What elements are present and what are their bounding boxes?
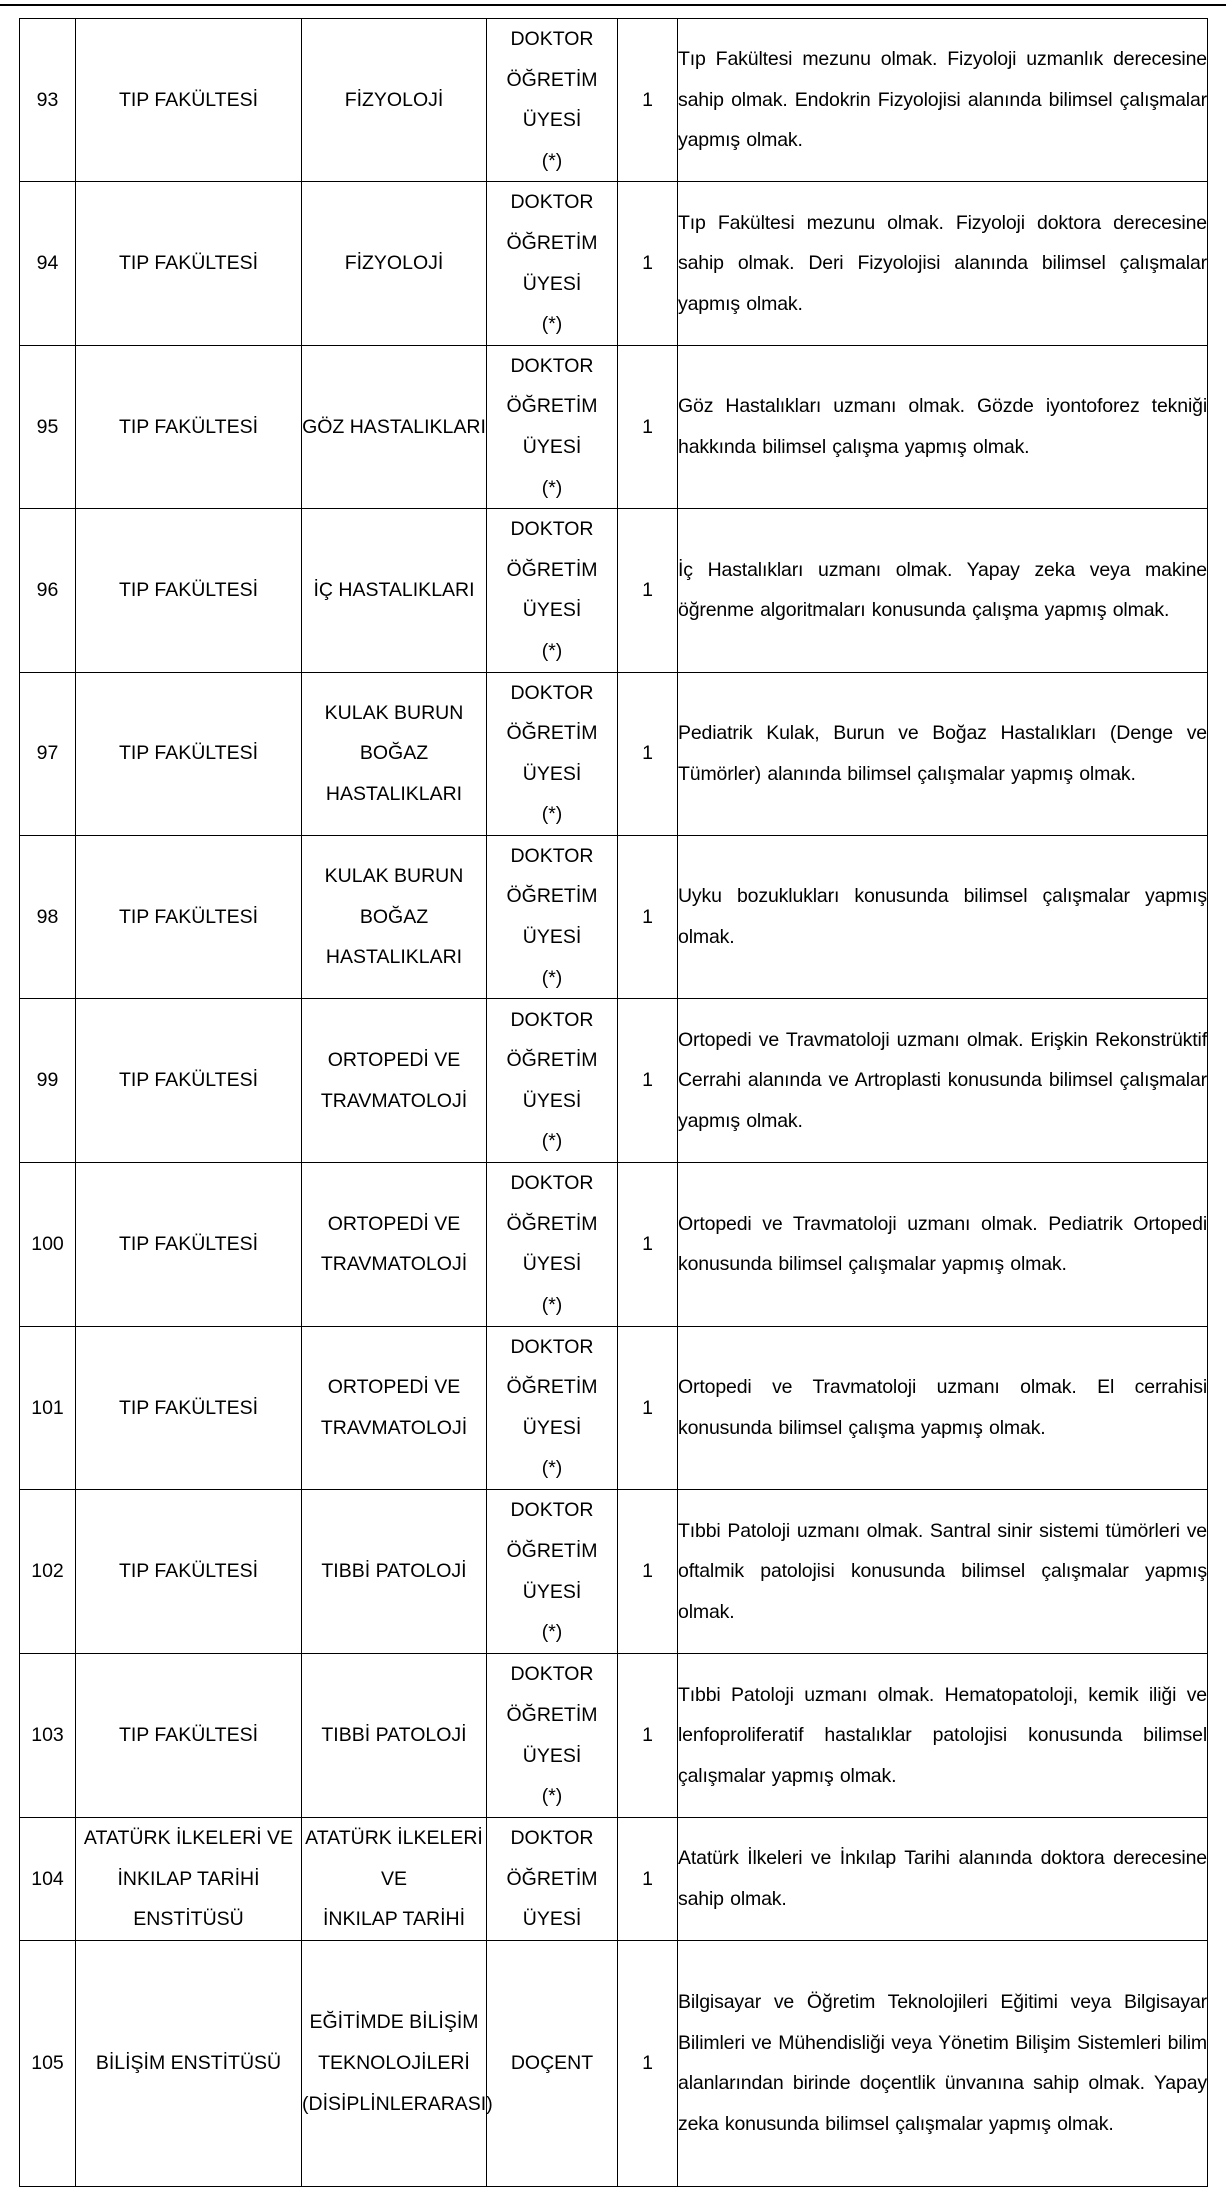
department-text: TIBBİ PATOLOJİ <box>321 1560 467 1583</box>
row-number: 101 <box>20 1326 76 1489</box>
unit-name <box>76 1490 302 1654</box>
requirements: Tıbbi Patoloji uzmanı olmak. Santral sinir sistemi tümörleri ve oftalmik patolojisi konusunda bilimsel çalışmalar yapmış olmak. <box>678 1490 1208 1654</box>
table-row <box>20 835 1208 998</box>
department-text: ORTOPEDİ VE TRAVMATOLOJİ <box>320 1212 468 1276</box>
position-title <box>487 1818 618 1941</box>
position-count: 1 <box>618 1818 678 1941</box>
department-text: KULAK BURUN BOĞAZ HASTALIKLARI <box>324 701 464 805</box>
table-row <box>20 1326 1208 1489</box>
positions-table <box>19 18 1208 2187</box>
requirements: Tıp Fakültesi mezunu olmak. Fizyoloji uzmanlık derecesine sahip olmak. Endokrin Fizyolojisi alanında bilimsel çalışmalar yapmış olmak. <box>678 19 1208 182</box>
row-number: 99 <box>20 999 76 1163</box>
position-title <box>487 1490 618 1654</box>
table-row <box>20 1818 1208 1941</box>
position-count: 1 <box>618 672 678 835</box>
position-count: 1 <box>618 1940 678 2186</box>
position-count: 1 <box>618 1163 678 1326</box>
table-row <box>20 1654 1208 1818</box>
unit-text: TIP FAKÜLTESİ <box>118 252 259 275</box>
position-title-text: DOKTOR ÖĞRETİM ÜYESİ (*) <box>506 844 598 989</box>
department-text: EĞİTİMDE BİLİŞİM TEKNOLOJİLERİ (DİSİPLİNLERARASI) <box>302 2011 493 2115</box>
unit-name <box>76 1326 302 1489</box>
position-title-text: DOKTOR ÖĞRETİM ÜYESİ (*) <box>506 1499 598 1644</box>
position-count: 1 <box>618 345 678 508</box>
requirements: Ortopedi ve Travmatoloji uzmanı olmak. Erişkin Rekonstrüktif Cerrahi alanında ve Artroplasti konusunda bilimsel çalışmalar yapmış olmak. <box>678 999 1208 1163</box>
department-name <box>302 345 487 508</box>
position-count: 1 <box>618 1326 678 1489</box>
position-title-text: DOKTOR ÖĞRETİM ÜYESİ (*) <box>506 1172 598 1317</box>
position-title-text: DOÇENT <box>510 2051 594 2074</box>
department-name <box>302 835 487 998</box>
department-name <box>302 1326 487 1489</box>
position-title <box>487 999 618 1163</box>
position-title-text: DOKTOR ÖĞRETİM ÜYESİ (*) <box>506 191 598 336</box>
unit-name <box>76 345 302 508</box>
department-name <box>302 509 487 672</box>
requirements: Tıbbi Patoloji uzmanı olmak. Hematopatoloji, kemik iliği ve lenfoproliferatif hastalıklar patolojisi konusunda bilimsel çalışmalar yapmış olmak. <box>678 1654 1208 1818</box>
unit-text: TIP FAKÜLTESİ <box>118 415 259 438</box>
unit-text: TIP FAKÜLTESİ <box>118 1396 259 1419</box>
unit-name <box>76 835 302 998</box>
position-count: 1 <box>618 999 678 1163</box>
row-number: 98 <box>20 835 76 998</box>
table-row <box>20 999 1208 1163</box>
row-number: 93 <box>20 19 76 182</box>
row-number: 103 <box>20 1654 76 1818</box>
position-count: 1 <box>618 1490 678 1654</box>
requirements: Atatürk İlkeleri ve İnkılap Tarihi alanında doktora derecesine sahip olmak. <box>678 1818 1208 1941</box>
department-text: GÖZ HASTALIKLARI <box>302 415 486 438</box>
position-count: 1 <box>618 182 678 345</box>
unit-name <box>76 509 302 672</box>
row-number: 104 <box>20 1818 76 1941</box>
position-title-text: DOKTOR ÖĞRETİM ÜYESİ (*) <box>506 354 598 499</box>
position-title <box>487 182 618 345</box>
unit-text: ATATÜRK İLKELERİ VE İNKILAP TARİHİ ENSTİTÜSÜ <box>83 1827 294 1931</box>
unit-text: TIP FAKÜLTESİ <box>118 1560 259 1583</box>
unit-name <box>76 1818 302 1941</box>
department-name <box>302 182 487 345</box>
department-text: ATATÜRK İLKELERİ VE İNKILAP TARİHİ <box>305 1827 483 1931</box>
position-title <box>487 1654 618 1818</box>
unit-name <box>76 672 302 835</box>
position-title-text: DOKTOR ÖĞRETİM ÜYESİ (*) <box>506 681 598 826</box>
unit-name <box>76 1940 302 2186</box>
table-row <box>20 19 1208 182</box>
row-number: 105 <box>20 1940 76 2186</box>
position-title <box>487 1326 618 1489</box>
unit-name <box>76 1163 302 1326</box>
department-name <box>302 1818 487 1941</box>
unit-text: TIP FAKÜLTESİ <box>118 1233 259 1256</box>
position-title-text: DOKTOR ÖĞRETİM ÜYESİ (*) <box>506 28 598 172</box>
requirements: Ortopedi ve Travmatoloji uzmanı olmak. Pediatrik Ortopedi konusunda bilimsel çalışmalar yapmış olmak. <box>678 1163 1208 1326</box>
unit-text: TIP FAKÜLTESİ <box>118 579 259 602</box>
unit-text: TIP FAKÜLTESİ <box>118 742 259 765</box>
position-count: 1 <box>618 1654 678 1818</box>
table-row <box>20 1163 1208 1326</box>
department-name <box>302 999 487 1163</box>
department-text: ORTOPEDİ VE TRAVMATOLOJİ <box>320 1049 468 1112</box>
requirements: Göz Hastalıkları uzmanı olmak. Gözde iyontoforez tekniği hakkında bilimsel çalışma yapmış olmak. <box>678 345 1208 508</box>
position-title-text: DOKTOR ÖĞRETİM ÜYESİ (*) <box>506 1663 598 1808</box>
department-text: İÇ HASTALIKLARI <box>313 579 475 602</box>
department-name <box>302 1654 487 1818</box>
position-title-text: DOKTOR ÖĞRETİM ÜYESİ (*) <box>506 1335 598 1480</box>
unit-text: TIP FAKÜLTESİ <box>118 1069 259 1092</box>
position-title <box>487 19 618 182</box>
department-name <box>302 1940 493 2186</box>
unit-text: BİLİŞİM ENSTİTÜSÜ <box>95 2051 282 2074</box>
department-text: FİZYOLOJİ <box>344 252 444 275</box>
row-number: 100 <box>20 1163 76 1326</box>
row-number: 97 <box>20 672 76 835</box>
table-row <box>20 345 1208 508</box>
position-title <box>487 835 618 998</box>
unit-name <box>76 182 302 345</box>
position-count: 1 <box>618 509 678 672</box>
unit-name <box>76 1654 302 1818</box>
table-row <box>20 182 1208 345</box>
position-title-text: DOKTOR ÖĞRETİM ÜYESİ (*) <box>506 1008 598 1153</box>
department-name <box>302 19 487 182</box>
unit-name <box>76 999 302 1163</box>
position-title-text: DOKTOR ÖĞRETİM ÜYESİ (*) <box>506 518 598 662</box>
row-number: 96 <box>20 509 76 672</box>
department-name <box>302 1163 487 1326</box>
top-rule <box>0 4 1226 6</box>
department-text: FİZYOLOJİ <box>344 88 444 111</box>
table-row <box>20 509 1208 672</box>
department-text: KULAK BURUN BOĞAZ HASTALIKLARI <box>324 865 464 969</box>
requirements: Tıp Fakültesi mezunu olmak. Fizyoloji doktora derecesine sahip olmak. Deri Fizyolojisi alanında bilimsel çalışmalar yapmış olmak. <box>678 182 1208 345</box>
position-count: 1 <box>618 19 678 182</box>
department-text: TIBBİ PATOLOJİ <box>321 1724 467 1747</box>
position-title <box>487 672 618 835</box>
position-title <box>487 1940 618 2186</box>
requirements: Pediatrik Kulak, Burun ve Boğaz Hastalıkları (Denge ve Tümörler) alanında bilimsel çalışmalar yapmış olmak. <box>678 672 1208 835</box>
unit-text: TIP FAKÜLTESİ <box>118 88 259 111</box>
row-number: 95 <box>20 345 76 508</box>
positions-table-body <box>20 19 1208 2187</box>
position-title <box>487 345 618 508</box>
unit-text: TIP FAKÜLTESİ <box>118 905 259 928</box>
position-count: 1 <box>618 835 678 998</box>
row-number: 94 <box>20 182 76 345</box>
requirements: Bilgisayar ve Öğretim Teknolojileri Eğitimi veya Bilgisayar Bilimleri ve Mühendisliği veya Yönetim Bilişim Sistemleri bilim alanlarından birinde doçentlik ünvanına sahip olmak. Yapay zeka konusunda bilimsel çalışmalar yapmış olmak. <box>678 1940 1208 2186</box>
department-name <box>302 672 487 835</box>
table-row <box>20 672 1208 835</box>
requirements: Ortopedi ve Travmatoloji uzmanı olmak. El cerrahisi konusunda bilimsel çalışma yapmış olmak. <box>678 1326 1208 1489</box>
unit-text: TIP FAKÜLTESİ <box>118 1724 259 1747</box>
unit-name <box>76 19 302 182</box>
position-title <box>487 509 618 672</box>
requirements: İç Hastalıkları uzmanı olmak. Yapay zeka veya makine öğrenme algoritmaları konusunda çalışma yapmış olmak. <box>678 509 1208 672</box>
position-title <box>487 1163 618 1326</box>
requirements: Uyku bozuklukları konusunda bilimsel çalışmalar yapmış olmak. <box>678 835 1208 998</box>
row-number: 102 <box>20 1490 76 1654</box>
table-row <box>20 1940 1208 2186</box>
department-name <box>302 1490 487 1654</box>
position-title-text: DOKTOR ÖĞRETİM ÜYESİ <box>506 1827 598 1931</box>
table-row <box>20 1490 1208 1654</box>
department-text: ORTOPEDİ VE TRAVMATOLOJİ <box>320 1376 468 1439</box>
